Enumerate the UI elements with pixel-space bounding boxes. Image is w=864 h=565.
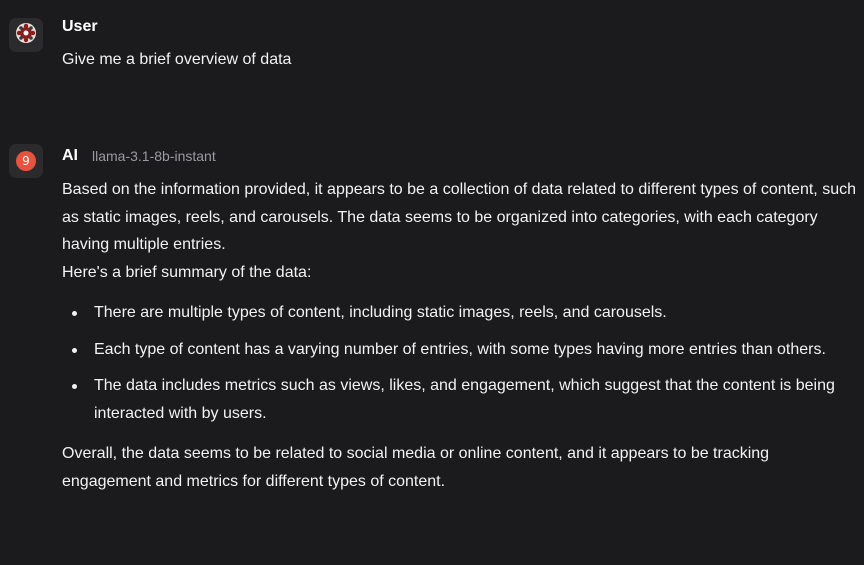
user-sender-name: User [62,18,98,35]
ai-conclusion-paragraph: Overall, the data seems to be related to social media or online content, and it appears to be tracking engagement and metrics for different types of content. [62,445,770,490]
user-message-text: Give me a brief overview of data [62,51,292,68]
ai-avatar [9,144,43,178]
list-item [94,299,857,327]
list-item-text: The data includes metrics such as views, likes, and engagement, which suggest that the content is being interacted with by users. [94,377,835,422]
bullet-icon [72,348,77,353]
ai-intro-paragraph: Based on the information provided, it appears to be a collection of data related to different types of content, such as static images, reels, and carousels. The data seems to be organized into categories, with each category having multiple entries. [62,181,856,253]
ai-response-body [62,176,857,495]
user-avatar-icon [15,22,37,49]
user-avatar [9,18,43,52]
ai-model-icon: 9 [16,151,36,171]
list-item [94,372,857,427]
bullet-icon [72,311,77,316]
ai-bullet-list [62,299,857,427]
ai-summary-heading: Here's a brief summary of the data: [62,263,312,281]
list-item-text: There are multiple types of content, including static images, reels, and carousels. [94,304,667,321]
list-item [94,336,857,364]
model-name: llama-3.1-8b-instant [92,148,216,164]
list-item-text: Each type of content has a varying number of entries, with some types having more entries than others. [94,340,826,358]
bullet-icon [72,384,77,389]
ai-sender-name: AI [62,147,78,164]
